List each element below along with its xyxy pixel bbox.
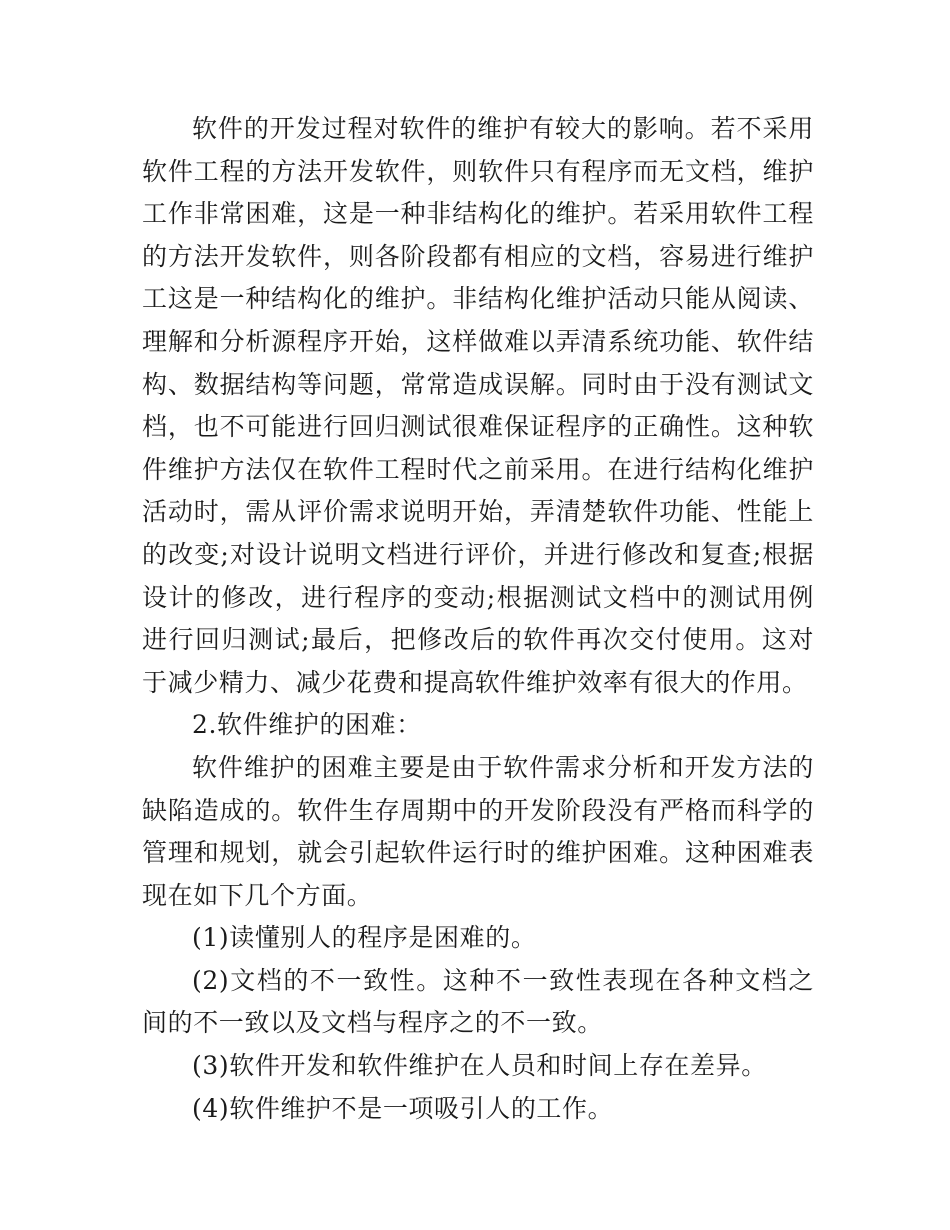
document-page (142, 108, 814, 1130)
list-item-3: (3)软件开发和软件维护在人员和时间上存在差异。 (192, 1051, 767, 1081)
list-item-1: (1)读懂别人的程序是困难的。 (192, 923, 537, 953)
paragraph-maintenance-influence: 软件的开发过程对软件的维护有较大的影响。若不采用软件工程的方法开发软件，则软件只有程序而无文档，维护工作非常困难，这是一种非结构化的维护。若采用软件工程的方法开发软件，则各阶段都有相应的文档，容易进行维护工这是一种结构化的维护。非结构化维护活动只能从阅读、理解和分析源程序开始，这样做难以弄清系统功能、软件结构、数据结构等问题，常常造成误解。同时由于没有测试文档，也不可能进行回归测试很难保证程序的正确性。这种软件维护方法仅在软件工程时代之前采用。在进行结构化维护活动时，需从评价需求说明开始，弄清楚软件功能、性能上的改变;对设计说明文档进行评价，并进行修改和复查;根据设计的修改，进行程序的变动;根据测试文档中的测试用例进行回归测试;最后，把修改后的软件再次交付使用。这对于减少精力、减少花费和提高软件维护效率有很大的作用。 (142, 114, 814, 697)
list-item-4: (4)软件维护不是一项吸引人的工作。 (192, 1093, 614, 1123)
section-heading-maintenance-difficulty: 2.软件维护的困难： (192, 710, 422, 740)
list-item-2: (2)文档的不一致性。这种不一致性表现在各种文档之间的不一致以及文档与程序之的不一致。 (142, 965, 814, 1038)
paragraph-difficulty-causes: 软件维护的困难主要是由于软件需求分析和开发方法的缺陷造成的。软件生存周期中的开发阶段没有严格而科学的管理和规划，就会引起软件运行时的维护困难。这种困难表现在如下几个方面。 (142, 752, 814, 910)
